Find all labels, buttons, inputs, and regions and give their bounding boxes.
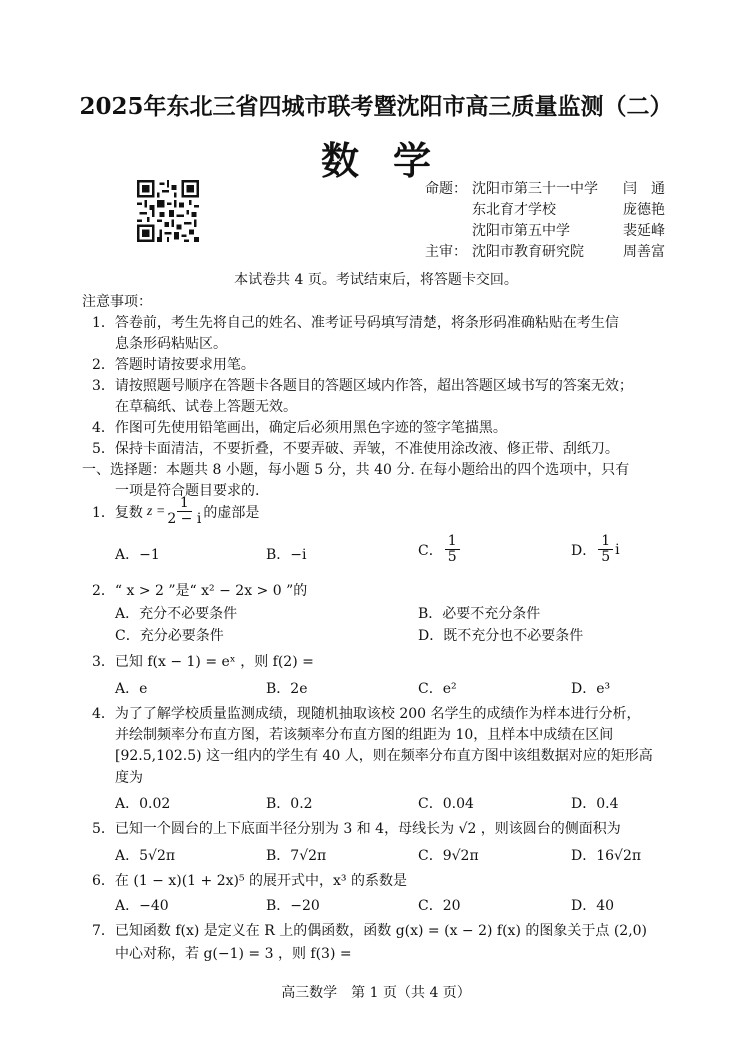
notice-item: 息条形码粘贴区。 bbox=[115, 336, 227, 352]
q5-option-a: A．5√2π bbox=[115, 848, 176, 864]
q1-d-fraction bbox=[598, 534, 613, 565]
review-label: 主审： bbox=[425, 244, 467, 260]
author-name: 闫 通 bbox=[623, 181, 665, 197]
notice-item: 1．答卷前，考生先将自己的姓名、准考证号码填写清楚，将条形码准确粘贴在考生信 bbox=[92, 315, 619, 331]
author-name: 庞德艳 bbox=[623, 202, 665, 218]
section-heading-cont: 一项是符合题目要求的. bbox=[115, 483, 260, 499]
q6-option-c: C．20 bbox=[418, 898, 461, 914]
exam-title: 2025年东北三省四城市联考暨沈阳市高三质量监测（二） bbox=[79, 93, 673, 120]
propose-label: 命题： bbox=[425, 181, 467, 197]
q6-option-d: D．40 bbox=[571, 898, 615, 914]
q6-option-b: B．−20 bbox=[266, 898, 320, 914]
notice-item: 3．请按照题号顺序在答题卡各题目的答题区域内作答，超出答题区域书写的答案无效； bbox=[92, 378, 633, 394]
q1-option-a: A．−1 bbox=[115, 547, 160, 563]
author-org: 沈阳市第三十一中学 bbox=[472, 181, 598, 197]
question-6-stem: 6．在 (1 − x)(1 + 2x)⁵ 的展开式中，x³ 的系数是 bbox=[92, 873, 407, 889]
reviewer-org: 沈阳市教育研究院 bbox=[472, 244, 584, 260]
notice-item: 2．答题时请按要求用笔。 bbox=[92, 357, 255, 373]
q5-option-d: D．16√2π bbox=[571, 848, 642, 864]
q2-option-d: D．既不充分也不必要条件 bbox=[418, 628, 584, 644]
reviewer-name: 周善富 bbox=[623, 244, 665, 260]
qr-code bbox=[137, 180, 199, 242]
q2-option-c: C．充分必要条件 bbox=[115, 628, 224, 644]
author-org: 沈阳市第五中学 bbox=[472, 223, 570, 239]
q5-option-b: B．7√2π bbox=[266, 848, 327, 864]
author-org: 东北育才学校 bbox=[472, 202, 556, 218]
question-4-stem: 4．为了了解学校质量监测成绩，现随机抽取该校 200 名学生的成绩作为样本进行分析， bbox=[92, 706, 641, 722]
q1-c-label: C． bbox=[418, 542, 443, 559]
subject-title: 数学 bbox=[320, 138, 465, 183]
question-1-stem bbox=[92, 496, 259, 527]
q1-prefix: 1．复数 bbox=[92, 504, 143, 521]
q1-numerator: 1 bbox=[177, 496, 192, 512]
q4-option-c: C．0.04 bbox=[418, 796, 474, 812]
question-4-stem-cont: 并绘制频率分布直方图，若该频率分布直方图的组距为 10，且样本中成绩在区间 bbox=[115, 727, 614, 743]
question-5-stem: 5．已知一个圆台的上下底面半径分别为 3 和 4，母线长为 √2 ，则该圆台的侧面积为 bbox=[92, 821, 621, 837]
q3-option-a: A．e bbox=[115, 681, 148, 697]
q1-c-numerator: 1 bbox=[445, 534, 460, 550]
q1-d-numerator: 1 bbox=[598, 534, 613, 550]
q4-option-a: A．0.02 bbox=[115, 796, 171, 812]
q4-option-d: D．0.4 bbox=[571, 796, 619, 812]
q1-denominator: 2 − i bbox=[167, 511, 202, 527]
q1-suffix: 的虚部是 bbox=[203, 504, 260, 521]
notice-heading: 注意事项： bbox=[82, 294, 152, 310]
q3-option-d: D．e³ bbox=[571, 681, 611, 697]
q1-option-b: B．−i bbox=[266, 547, 307, 563]
q3-option-c: C．e² bbox=[418, 681, 457, 697]
q1-option-c bbox=[418, 534, 462, 565]
notice-item: 5．保持卡面清洁，不要折叠，不要弄破、弄皱，不准使用涂改液、修正带、刮纸刀。 bbox=[92, 441, 619, 457]
section-heading: 一、选择题：本题共 8 小题，每小题 5 分，共 40 分. 在每小题给出的四个选项中，只有 bbox=[82, 462, 630, 478]
q4-option-b: B．0.2 bbox=[266, 796, 313, 812]
q1-c-fraction bbox=[445, 534, 460, 565]
q1-option-d bbox=[571, 534, 620, 565]
q1-fraction bbox=[167, 496, 201, 527]
q1-d-label: D． bbox=[571, 542, 597, 559]
question-4-stem-cont: 度为 bbox=[115, 770, 143, 786]
notice-item: 4．作图可先使用铅笔画出，确定后必须用黑色字迹的签字笔描黑。 bbox=[92, 420, 507, 436]
q1-variable: z = bbox=[146, 503, 166, 519]
question-2-stem: 2．“ x > 2 ”是“ x² − 2x > 0 ”的 bbox=[92, 583, 308, 599]
exam-intro: 本试卷共 4 页。考试结束后，将答题卡交回。 bbox=[234, 272, 518, 288]
q6-option-a: A．−40 bbox=[115, 898, 169, 914]
question-7-stem: 7．已知函数 f(x) 是定义在 R 上的偶函数，函数 g(x) = (x − 2) f(x) 的图象关于点 (2,0) bbox=[92, 923, 648, 939]
q5-option-c: C．9√2π bbox=[418, 848, 479, 864]
question-7-stem-cont: 中心对称，若 g(−1) = 3 ，则 f(3) = bbox=[115, 946, 352, 962]
q1-d-denominator: 5 bbox=[601, 549, 611, 565]
q3-option-b: B．2e bbox=[266, 681, 308, 697]
notice-item: 在草稿纸、试卷上答题无效。 bbox=[115, 399, 297, 415]
q2-option-a: A．充分不必要条件 bbox=[115, 606, 238, 622]
q2-option-b: B．必要不充分条件 bbox=[418, 606, 541, 622]
q1-d-tail: i bbox=[615, 541, 620, 558]
page-footer: 高三数学 第 1 页（共 4 页） bbox=[281, 985, 471, 1001]
question-3-stem: 3．已知 f(x − 1) = eˣ ，则 f(2) = bbox=[92, 654, 314, 670]
question-4-stem-cont: [92.5,102.5) 这一组内的学生有 40 人，则在频率分布直方图中该组数据对应的矩形高 bbox=[115, 748, 653, 764]
q1-c-denominator: 5 bbox=[447, 549, 457, 565]
author-name: 裴延峰 bbox=[623, 223, 665, 239]
